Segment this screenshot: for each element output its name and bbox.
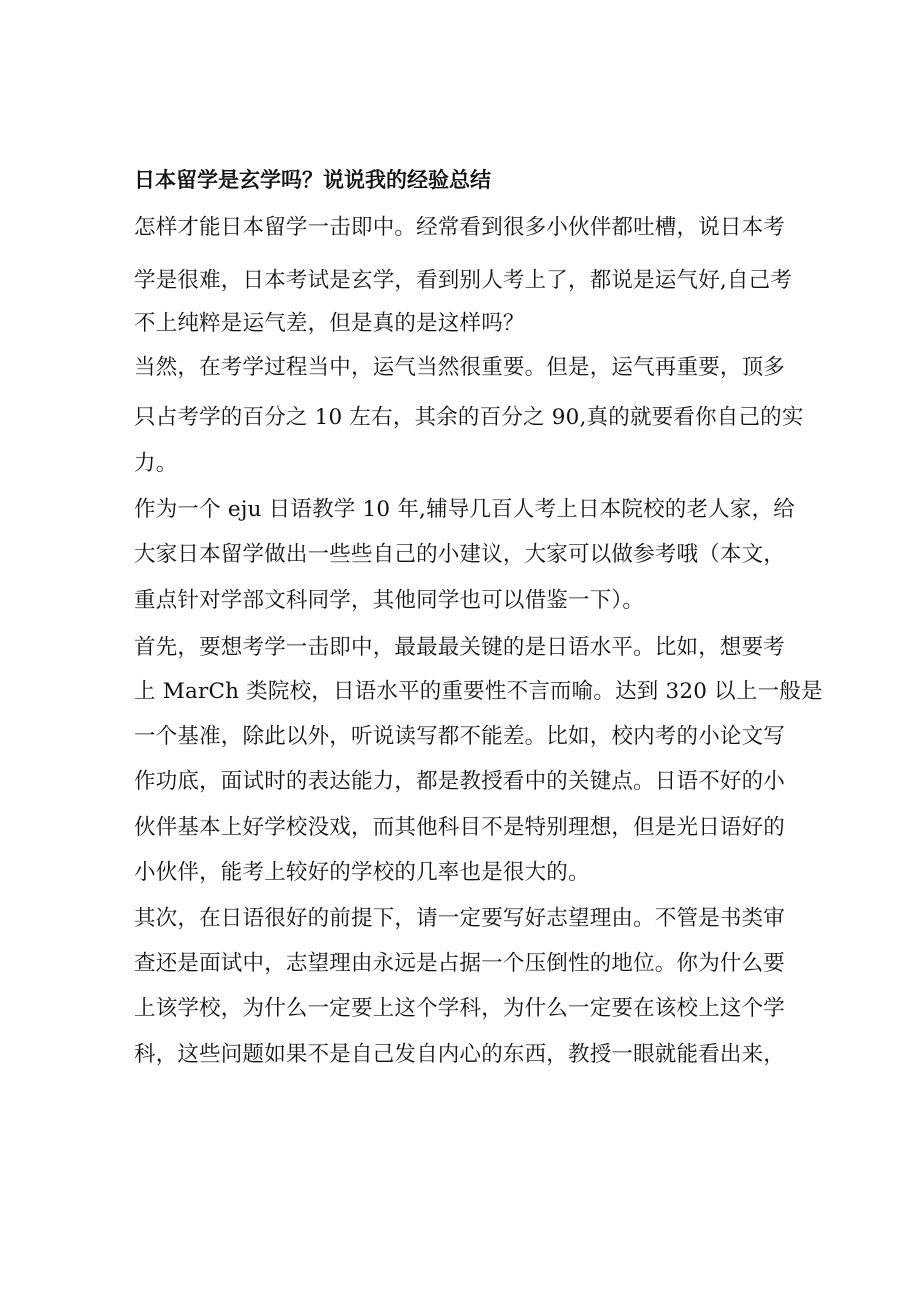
paragraph-3-line-1: 作为一个 eju 日语教学 10 年,辅导几百人考上日本院校的老人家，给 [134, 497, 795, 522]
paragraph-4-line-3: 一个基准，除此以外，听说读写都不能差。比如，校内考的小论文写 [134, 724, 786, 749]
paragraph-1-line-2: 学是很难，日本考试是玄学，看到别人考上了，都说是运气好,自己考 [134, 268, 793, 293]
paragraph-3-line-2: 大家日本留学做出一些些自己的小建议，大家可以做参考哦（本文， [134, 542, 786, 567]
paragraph-2-line-2: 只占考学的百分之 10 左右，其余的百分之 90,真的就要看你自己的实 [134, 405, 804, 430]
paragraph-1-line-3: 不上纯粹是运气差，但是真的是这样吗？ [134, 311, 525, 336]
paragraph-4-line-5: 伙伴基本上好学校没戏，而其他科目不是特别理想，但是光日语好的 [134, 815, 786, 840]
paragraph-5-line-2: 查还是面试中，志望理由永远是占据一个压倒性的地位。你为什么要 [134, 951, 786, 976]
paragraph-3-line-3: 重点针对学部文科同学，其他同学也可以借鉴一下）。 [134, 588, 645, 613]
paragraph-4-line-2: 上 MarCh 类院校，日语水平的重要性不言而喻。达到 320 以上一般是 [134, 679, 823, 704]
paragraph-2-line-1: 当然，在考学过程当中，运气当然很重要。但是，运气再重要，顶多 [134, 355, 786, 380]
paragraph-4-line-6: 小伙伴，能考上较好的学校的几率也是很大的。 [134, 860, 590, 885]
paragraph-4-line-4: 作功底，面试时的表达能力，都是教授看中的关键点。日语不好的小 [134, 769, 786, 794]
paragraph-1-line-1: 怎样才能日本留学一击即中。经常看到很多小伙伴都吐槽，说日本考 [134, 215, 786, 240]
paragraph-5-line-4: 科，这些问题如果不是自己发自内心的东西，教授一眼就能看出来， [134, 1042, 786, 1067]
paragraph-2-line-3: 力。 [134, 451, 178, 476]
document-title: 日本留学是玄学吗？说说我的经验总结 [134, 168, 491, 192]
paragraph-5-line-1: 其次，在日语很好的前提下，请一定要写好志望理由。不管是书类审 [134, 906, 786, 931]
paragraph-4-line-1: 首先，要想考学一击即中，最最最关键的是日语水平。比如，想要考 [134, 635, 786, 660]
paragraph-5-line-3: 上该学校，为什么一定要上这个学科，为什么一定要在该校上这个学 [134, 996, 786, 1021]
